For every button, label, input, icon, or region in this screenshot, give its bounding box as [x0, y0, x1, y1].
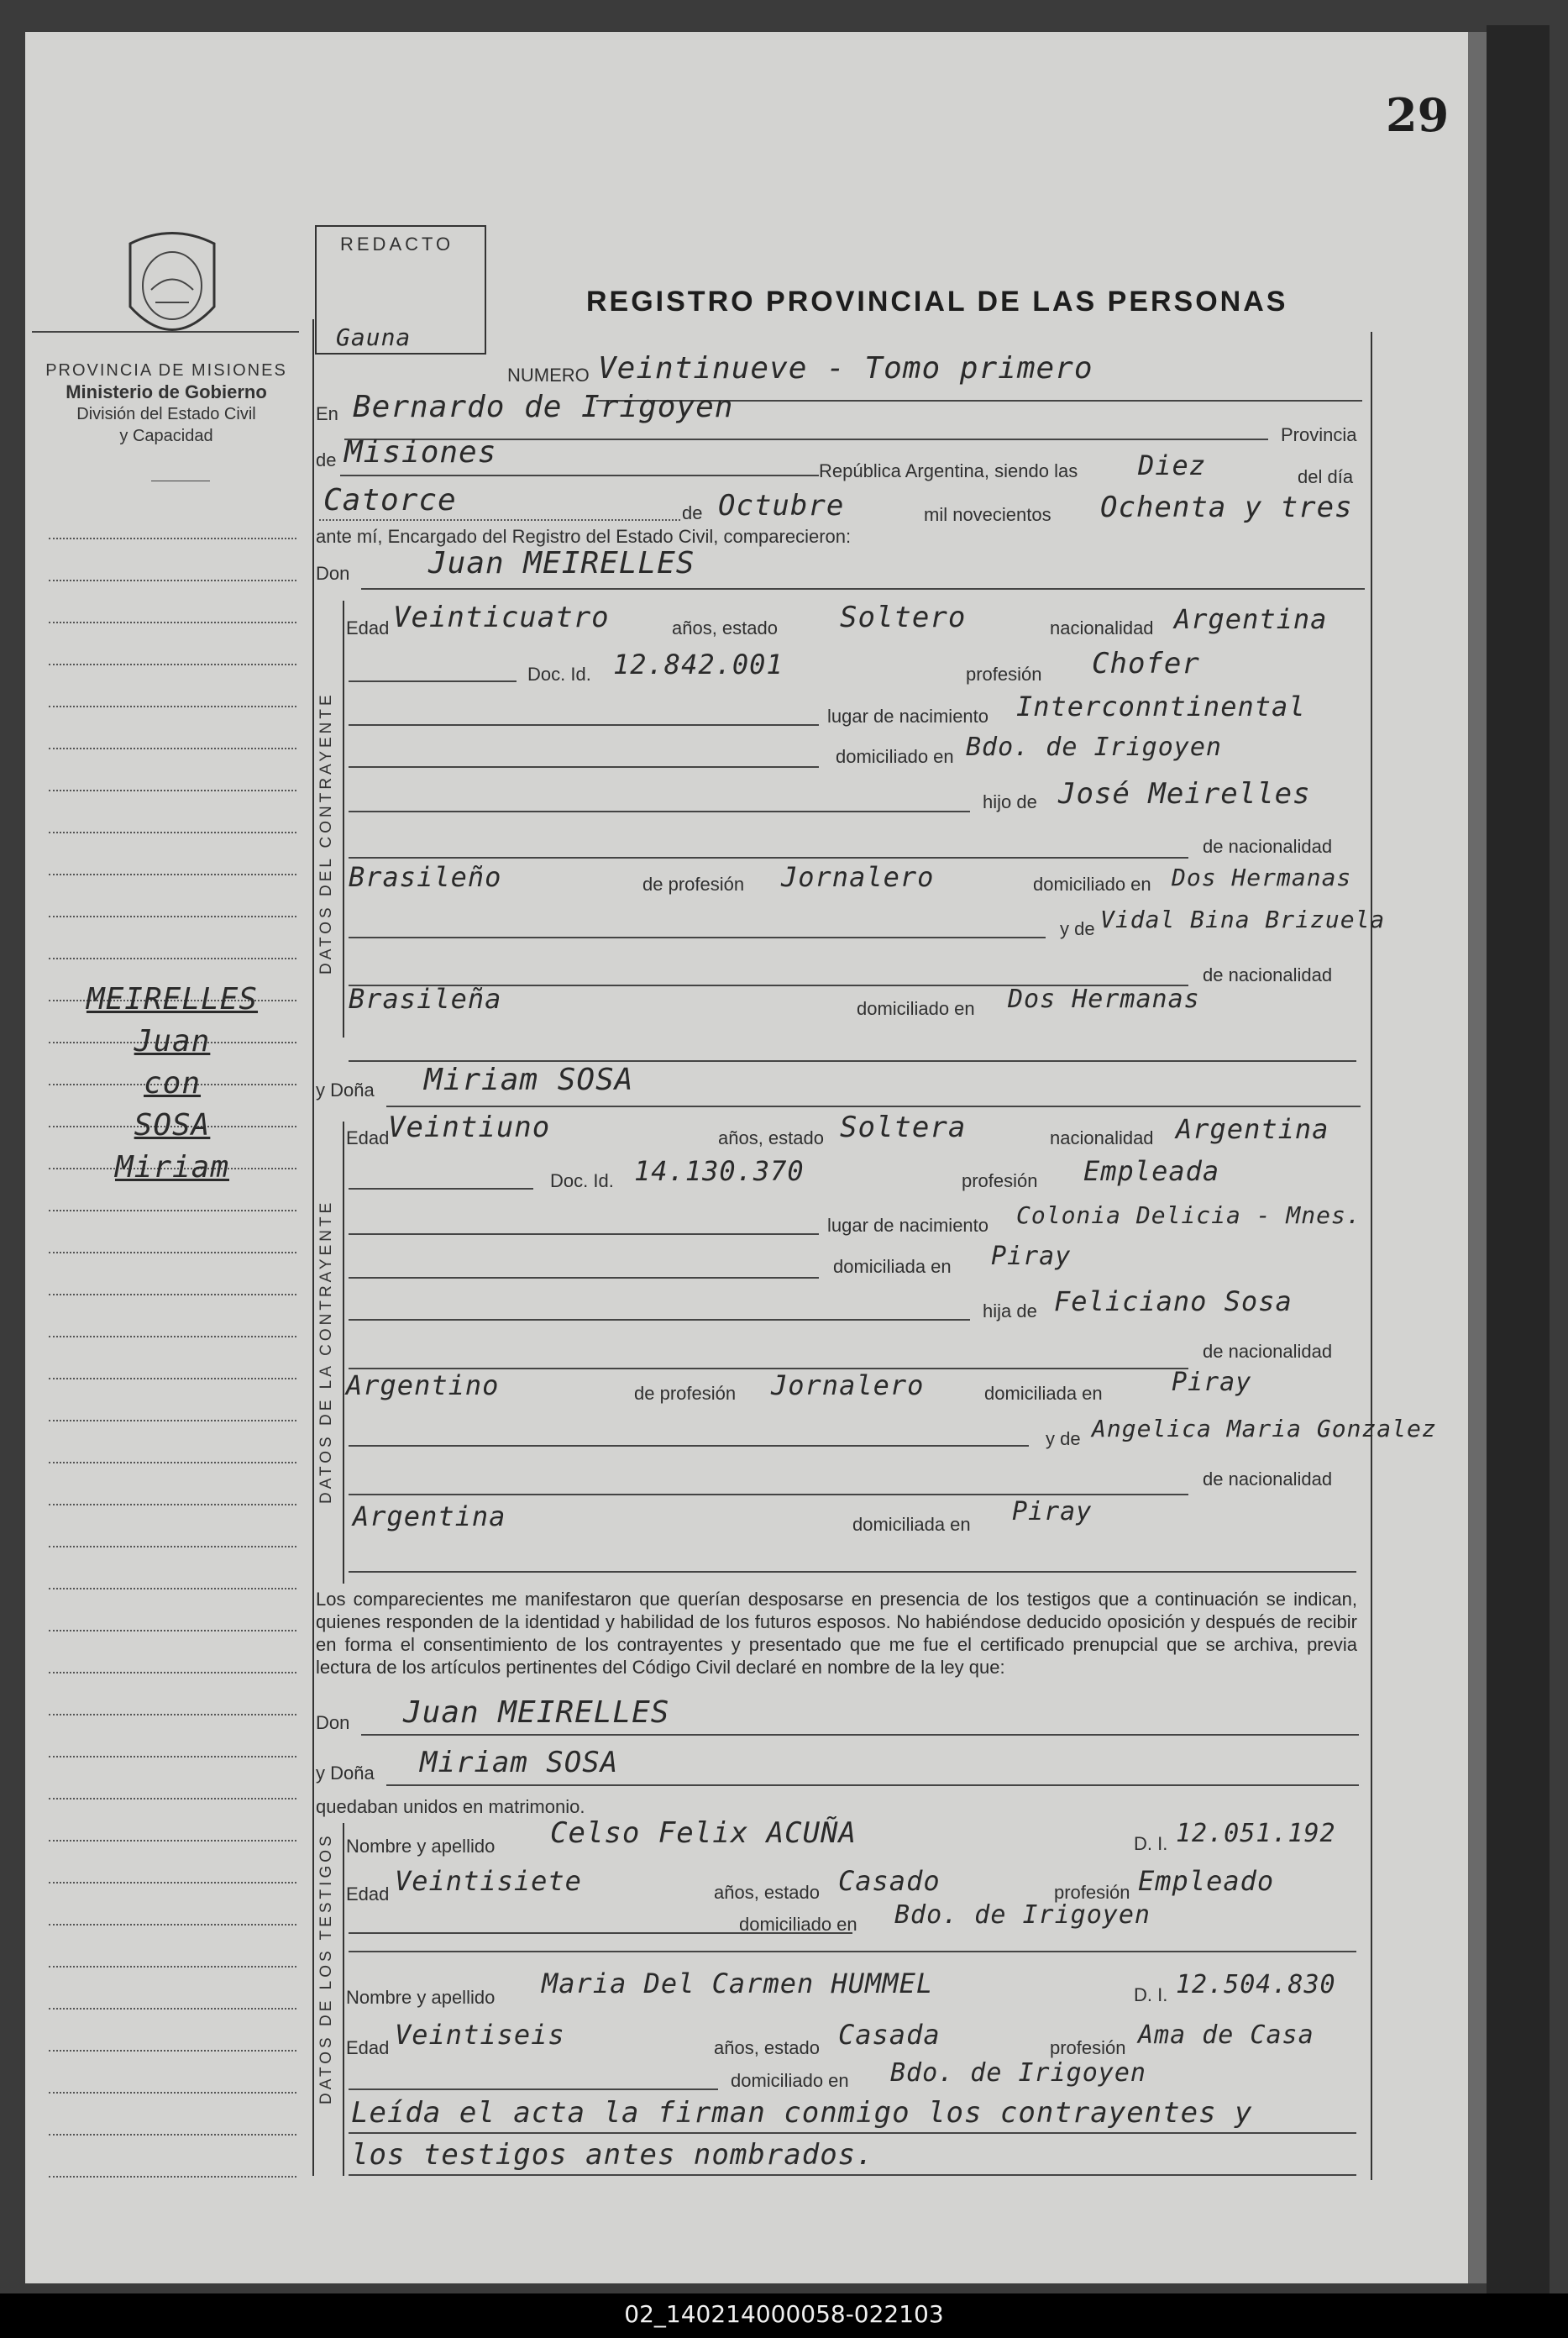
groom-de-nac-label: de nacionalidad: [1203, 836, 1333, 857]
w2-name-label: Nombre y apellido: [346, 1987, 496, 2008]
sidebar-top-rule: [32, 331, 299, 333]
bride-domicilio-label: domiciliada en: [833, 1256, 952, 1277]
redacto-label: REDACTO: [340, 234, 454, 255]
margin-note-name-groom: Juan: [134, 1024, 211, 1059]
groom-name: Juan MEIRELLES: [428, 546, 695, 581]
don-label: Don: [316, 563, 350, 584]
bride-lugar: Colonia Delicia - Mnes.: [1016, 1201, 1361, 1229]
groom-lugar-label: lugar de nacimiento: [827, 706, 989, 727]
groom-profesion-label: profesión: [966, 664, 1042, 685]
groom-domicilio-label: domiciliado en: [836, 746, 954, 767]
bride-profesion: Empleada: [1083, 1155, 1220, 1187]
del-dia-label: del día: [1298, 466, 1354, 487]
republica-label: República Argentina, siendo las: [819, 460, 1078, 481]
bride-edad: Veintiuno: [388, 1111, 551, 1144]
bride-madre-nacionalidad: Argentina: [353, 1500, 506, 1532]
numero-label: NUMERO: [507, 365, 590, 386]
union-dona-label: y Doña: [316, 1763, 375, 1784]
margin-rule: [49, 1252, 296, 1253]
mil-novecientos-label: mil novecientos: [924, 504, 1051, 525]
w2-profesion-label: profesión: [1050, 2037, 1126, 2058]
bride-de-nac-label: de nacionalidad: [1203, 1341, 1333, 1362]
margin-rule: [49, 1672, 296, 1673]
bride-padre: Feliciano Sosa: [1054, 1285, 1293, 1317]
margin-rule: [49, 580, 296, 581]
witness-section-label: DATOS DE LOS TESTIGOS: [317, 1832, 335, 2104]
margin-rule: [49, 1210, 296, 1211]
provincia-label: Provincia: [1281, 424, 1357, 445]
margin-rule: [49, 706, 296, 707]
w1-domicilio: Bdo. de Irigoyen: [894, 1900, 1151, 1930]
groom-nacionalidad: Argentina: [1174, 603, 1328, 635]
bride-estado: Soltera: [840, 1111, 967, 1144]
dia-value: Catorce: [323, 483, 457, 518]
margin-rule: [49, 1420, 296, 1421]
de-mes-label: de: [682, 502, 703, 523]
w2-di: 12.504.830: [1176, 1970, 1336, 1999]
localidad-value: Bernardo de Irigoyen: [353, 390, 734, 424]
book-spine-edge: [1487, 25, 1550, 2293]
bride-doc-label: Doc. Id.: [550, 1170, 614, 1191]
en-label: En: [316, 403, 338, 424]
image-caption: 02_140214000058-022103: [0, 2293, 1568, 2338]
margin-rule: [49, 2092, 296, 2094]
hora-value: Diez: [1138, 449, 1207, 481]
w2-domicilio-label: domiciliado en: [731, 2070, 849, 2091]
w1-profesion-label: profesión: [1054, 1882, 1130, 1903]
closing-line-1: Leída el acta la firman conmigo los contrayentes y: [351, 2096, 1253, 2130]
bride-nacionalidad: Argentina: [1176, 1113, 1329, 1145]
margin-rule: [49, 1714, 296, 1715]
margin-note-name-bride: Miriam: [114, 1150, 230, 1185]
bride-madre-dom-label: domiciliada en: [852, 1514, 971, 1535]
declaration-paragraph: Los comparecientes me manifestaron que querían desposarse en presencia de los testigos que a continuación se indican, quienes responden de la identidad y habilidad de los futuros esposos. No habiéndose deducido oposición y después de recibir en forma el consentimiento de los contrayentes y presentado que me fue el certificado prenupcial que se archiva, previa lectura de los artículos pertinentes del Código Civil declaré en nombre de la ley que:: [316, 1589, 1357, 1678]
groom-edad: Veinticuatro: [393, 601, 610, 634]
w1-di-label: D. I.: [1134, 1833, 1168, 1854]
groom-padre-domicilio: Dos Hermanas: [1172, 864, 1352, 891]
bride-y-de-label: y de: [1046, 1428, 1081, 1449]
page-number: 29: [1386, 88, 1450, 142]
groom-domicilio: Bdo. de Irigoyen: [966, 733, 1222, 762]
groom-madre-nacionalidad: Brasileña: [349, 983, 502, 1015]
provincia-value: Misiones: [344, 435, 497, 470]
w2-edad: Veintiseis: [395, 2019, 565, 2051]
bride-padre-dom-label: domiciliada en: [984, 1383, 1103, 1404]
bride-hija-label: hija de: [983, 1300, 1037, 1321]
margin-rule: [49, 538, 296, 539]
margin-rule: [49, 1756, 296, 1757]
w1-di: 12.051.192: [1176, 1819, 1336, 1848]
margin-rule: [49, 1966, 296, 1968]
margin-rule: [49, 1294, 296, 1295]
bride-nacionalidad-label: nacionalidad: [1050, 1127, 1154, 1148]
groom-padre-nacionalidad: Brasileño: [349, 861, 502, 893]
w2-estado: Casada: [838, 2019, 941, 2051]
bride-name: Miriam SOSA: [424, 1063, 634, 1097]
groom-section-label: DATOS DEL CONTRAYENTE: [317, 691, 335, 975]
margin-rule: [49, 1630, 296, 1631]
margin-note: [46, 979, 298, 1189]
anio-value: Ochenta y tres: [1100, 491, 1353, 524]
bride-de-profesion-label: de profesión: [634, 1383, 737, 1404]
sidebar-division: División del Estado Civil: [76, 405, 256, 423]
bride-profesion-label: profesión: [962, 1170, 1038, 1191]
margin-rule: [49, 1336, 296, 1337]
groom-padre-dom-label: domiciliado en: [1033, 874, 1151, 895]
w1-name-label: Nombre y apellido: [346, 1836, 496, 1857]
groom-madre: Vidal Bina Brizuela: [1100, 906, 1386, 933]
w2-di-label: D. I.: [1134, 1984, 1168, 2005]
right-frame-rule: [1371, 332, 1372, 2180]
w2-domicilio: Bdo. de Irigoyen: [890, 2058, 1146, 2088]
margin-rule: [49, 664, 296, 665]
w1-name: Celso Felix ACUÑA: [550, 1816, 857, 1850]
bride-padre-profesion: Jornalero: [771, 1369, 925, 1401]
provincial-seal-icon: [118, 227, 227, 353]
margin-rule: [49, 790, 296, 791]
bride-madre-domicilio: Piray: [1012, 1497, 1093, 1526]
groom-edad-label: Edad: [346, 617, 390, 638]
union-dona: Miriam SOSA: [420, 1746, 619, 1779]
groom-lugar: Interconntinental: [1016, 691, 1306, 722]
groom-padre-profesion: Jornalero: [781, 861, 935, 893]
margin-rule: [49, 2134, 296, 2136]
margin-rule: [49, 2050, 296, 2052]
w1-edad-label: Edad: [346, 1884, 390, 1905]
margin-rule: [49, 916, 296, 917]
bride-doc: 14.130.370: [634, 1155, 805, 1187]
closing-line-2: los testigos antes nombrados.: [351, 2138, 874, 2172]
groom-doc: 12.842.001: [613, 649, 784, 680]
sidebar-province: PROVINCIA DE MISIONES: [45, 361, 287, 380]
ante-mi-text: ante mí, Encargado del Registro del Estado Civil, comparecieron:: [316, 526, 852, 547]
groom-doc-label: Doc. Id.: [527, 664, 591, 685]
left-frame-rule: [312, 319, 314, 2176]
margin-rule: [49, 1546, 296, 1547]
bride-estado-label: años, estado: [718, 1127, 824, 1148]
margin-rule: [49, 832, 296, 833]
sidebar-ministry: Ministerio de Gobierno: [66, 381, 267, 402]
margin-rule: [49, 1798, 296, 1799]
groom-y-de-label: y de: [1060, 918, 1095, 939]
groom-profesion: Chofer: [1092, 647, 1200, 680]
groom-padre: José Meirelles: [1058, 777, 1311, 811]
numero-value: Veintinueve - Tomo primero: [598, 351, 1093, 386]
groom-hijo-label: hijo de: [983, 791, 1037, 812]
w1-profesion: Empleado: [1138, 1865, 1275, 1897]
margin-rule: [49, 1588, 296, 1589]
w2-name: Maria Del Carmen HUMMEL: [542, 1968, 934, 1999]
union-don-label: Don: [316, 1712, 350, 1733]
margin-rule: [49, 1882, 296, 1884]
w2-profesion: Ama de Casa: [1138, 2020, 1314, 2050]
bride-padre-nacionalidad: Argentino: [346, 1369, 500, 1401]
margin-note-surname-bride: SOSA: [134, 1108, 211, 1143]
margin-note-surname-groom: MEIRELLES: [86, 982, 259, 1017]
margin-rule: [49, 1378, 296, 1379]
groom-estado: Soltero: [840, 601, 967, 634]
groom-estado-label: años, estado: [672, 617, 778, 638]
bride-madre: Angelica Maria Gonzalez: [1092, 1415, 1437, 1442]
groom-nacionalidad-label: nacionalidad: [1050, 617, 1154, 638]
groom-de-profesion-label: de profesión: [642, 874, 745, 895]
margin-rule: [49, 2008, 296, 2010]
margin-rule: [49, 1504, 296, 1505]
bride-domicilio: Piray: [991, 1242, 1072, 1271]
w1-estado: Casado: [838, 1865, 941, 1897]
groom-madre-dom-label: domiciliado en: [857, 998, 975, 1019]
w1-domicilio-label: domiciliado en: [739, 1914, 857, 1935]
redacto-value: Gauna: [336, 323, 412, 351]
groom-madre-nac-label: de nacionalidad: [1203, 964, 1333, 985]
w2-edad-label: Edad: [346, 2037, 390, 2058]
mes-value: Octubre: [718, 489, 845, 523]
w1-estado-label: años, estado: [714, 1882, 820, 1903]
w1-edad: Veintisiete: [395, 1865, 582, 1897]
margin-rule: [49, 958, 296, 959]
margin-rule: [49, 1924, 296, 1926]
margin-note-con: con: [143, 1066, 202, 1101]
sidebar-capacidad: y Capacidad: [119, 427, 213, 445]
margin-rule: [49, 748, 296, 749]
margin-rule: [49, 874, 296, 875]
bride-section-label: DATOS DE LA CONTRAYENTE: [317, 1199, 335, 1504]
bride-madre-nac-label: de nacionalidad: [1203, 1468, 1333, 1489]
dona-label: y Doña: [316, 1080, 375, 1101]
margin-rule: [49, 622, 296, 623]
margin-rule: [49, 2176, 296, 2178]
quedaban-text: quedaban unidos en matrimonio.: [316, 1796, 585, 1817]
margin-rule: [49, 1840, 296, 1842]
margin-rule: [49, 1462, 296, 1463]
w2-estado-label: años, estado: [714, 2037, 820, 2058]
bride-edad-label: Edad: [346, 1127, 390, 1148]
groom-madre-domicilio: Dos Hermanas: [1008, 985, 1200, 1014]
document-title: REGISTRO PROVINCIAL DE LAS PERSONAS: [586, 286, 1288, 318]
bride-lugar-label: lugar de nacimiento: [827, 1215, 989, 1236]
de-label: de: [316, 449, 337, 470]
bride-padre-domicilio: Piray: [1172, 1368, 1252, 1397]
union-don: Juan MEIRELLES: [403, 1695, 670, 1730]
